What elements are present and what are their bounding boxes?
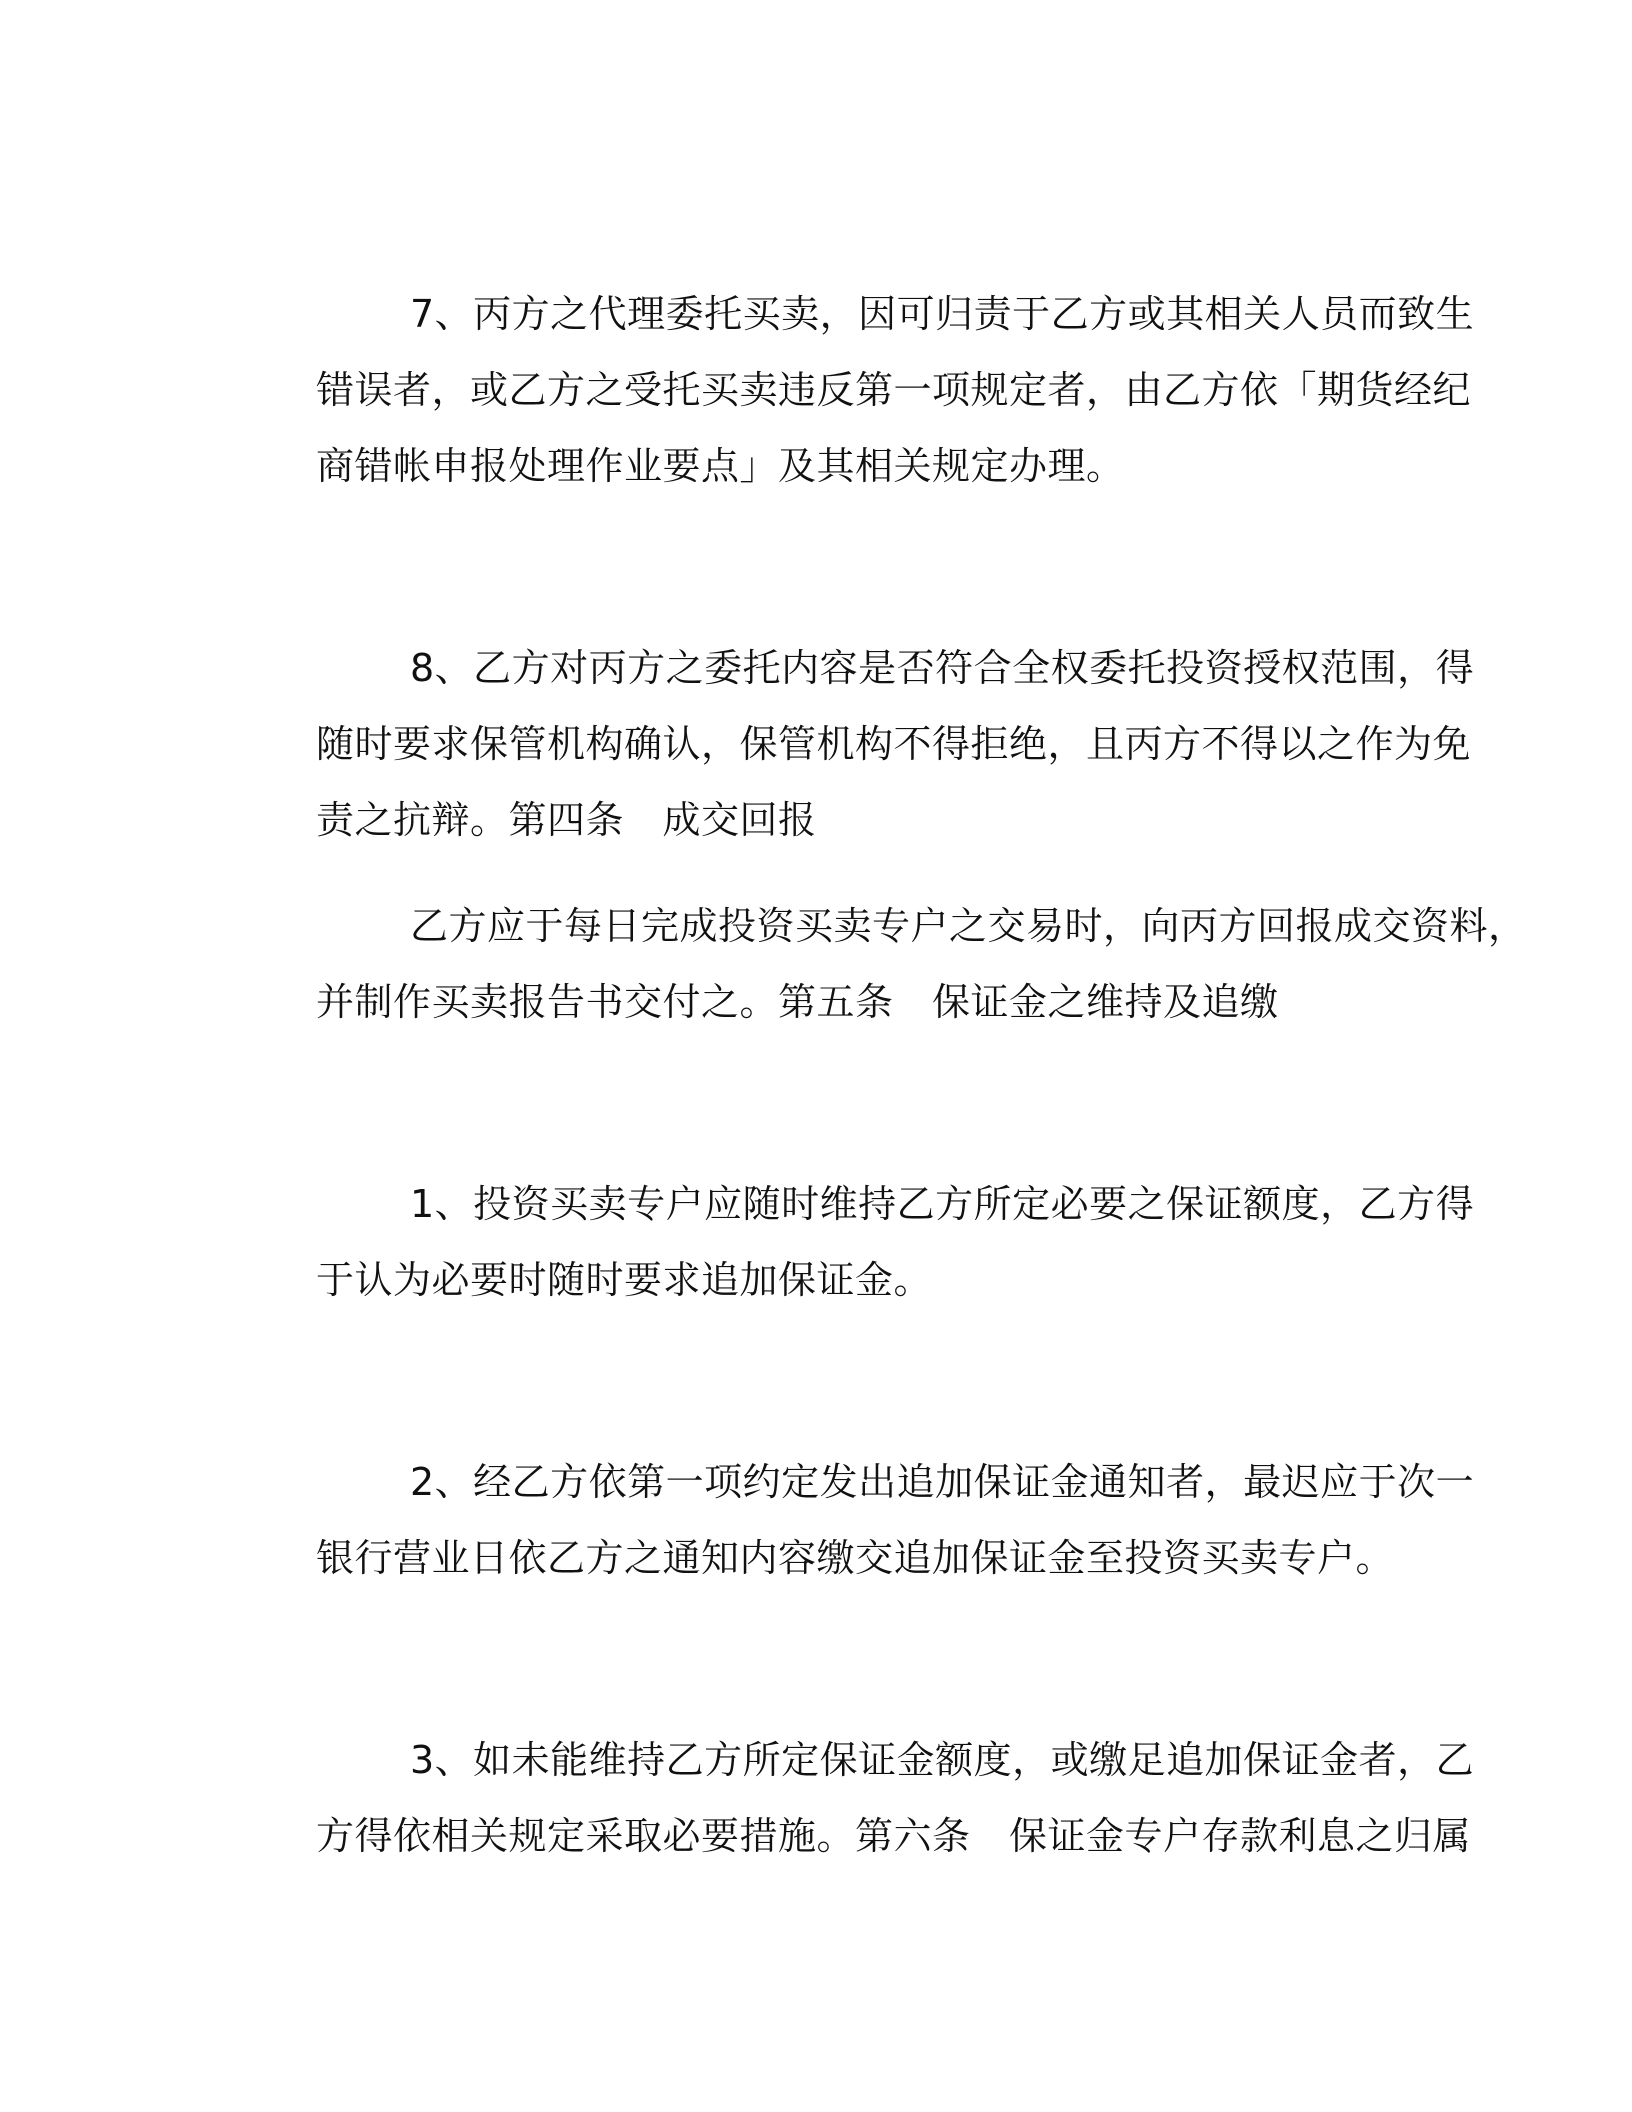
text-line: 7、丙方之代理委托买卖，因可归责于乙方或其相关人员而致生 xyxy=(410,292,1475,336)
paragraph-5-3 xyxy=(240,1722,1475,1874)
text-line: 于认为必要时随时要求追加保证金。 xyxy=(316,1258,933,1302)
text-line: 2、经乙方依第一项约定发出追加保证金通知者，最迟应于次一 xyxy=(410,1460,1475,1504)
paragraph-article-4-body xyxy=(240,888,1527,1040)
paragraph-5-1 xyxy=(240,1166,1475,1318)
text-line: 银行营业日依乙方之通知内容缴交追加保证金至投资买卖专户。 xyxy=(316,1536,1395,1580)
text-line: 并制作买卖报告书交付之。第五条 保证金之维持及追缴 xyxy=(316,980,1279,1024)
paragraph-7 xyxy=(240,276,1475,504)
text-line: 8、乙方对丙方之委托内容是否符合全权委托投资授权范围，得 xyxy=(410,646,1475,690)
text-line: 3、如未能维持乙方所定保证金额度，或缴足追加保证金者，乙 xyxy=(410,1738,1475,1782)
paragraph-5-2 xyxy=(240,1444,1475,1596)
text-line: 1、投资买卖专户应随时维持乙方所定必要之保证额度，乙方得 xyxy=(410,1182,1475,1226)
paragraph-8 xyxy=(240,630,1475,858)
text-line: 商错帐申报处理作业要点」及其相关规定办理。 xyxy=(316,444,1125,488)
text-line: 乙方应于每日完成投资买卖专户之交易时，向丙方回报成交资料， xyxy=(410,904,1527,948)
text-line: 责之抗辩。第四条 成交回报 xyxy=(316,798,817,842)
text-line: 错误者，或乙方之受托买卖违反第一项规定者，由乙方依「期货经纪 xyxy=(316,368,1472,412)
text-line: 随时要求保管机构确认，保管机构不得拒绝，且丙方不得以之作为免 xyxy=(316,722,1472,766)
text-line: 方得依相关规定采取必要措施。第六条 保证金专户存款利息之归属 xyxy=(316,1814,1472,1858)
